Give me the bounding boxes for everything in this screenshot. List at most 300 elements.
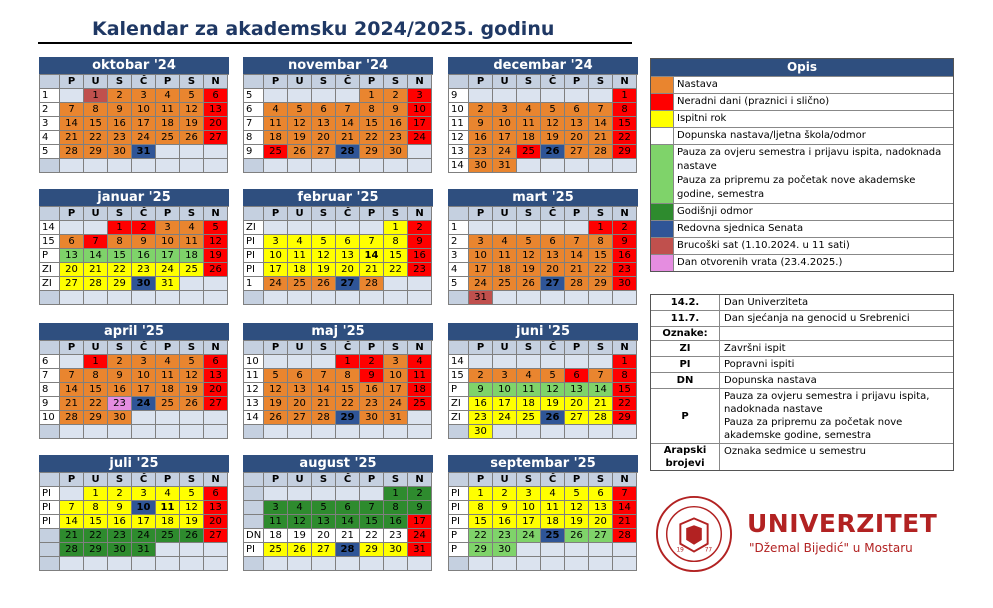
day-cell: 26 <box>204 263 228 277</box>
week-label: 12 <box>449 131 469 145</box>
day-cell: 30 <box>613 277 637 291</box>
day-cell: 23 <box>384 131 408 145</box>
day-cell <box>156 291 180 305</box>
day-cell <box>336 221 360 235</box>
week-label: P <box>449 543 469 557</box>
day-cell: 23 <box>108 397 132 411</box>
svg-text:77: 77 <box>704 547 713 554</box>
week-label: 7 <box>244 117 264 131</box>
day-cell: 11 <box>517 383 541 397</box>
day-cell: 5 <box>312 501 336 515</box>
day-cell: 27 <box>60 277 84 291</box>
day-cell <box>288 487 312 501</box>
month-4 <box>243 189 433 305</box>
month-1 <box>243 57 433 173</box>
day-cell: 8 <box>84 501 108 515</box>
month-title: oktobar '24 <box>39 57 229 74</box>
day-header: S <box>517 473 541 487</box>
day-cell: 14 <box>589 383 613 397</box>
day-cell: 9 <box>384 103 408 117</box>
day-cell <box>180 159 204 173</box>
day-header: S <box>180 473 204 487</box>
week-label: 5 <box>449 277 469 291</box>
day-cell: 2 <box>384 89 408 103</box>
month-grid <box>243 472 433 571</box>
day-cell: 7 <box>84 235 108 249</box>
day-cell <box>288 355 312 369</box>
day-cell: 26 <box>312 277 336 291</box>
day-cell: 10 <box>493 117 517 131</box>
day-cell: 1 <box>589 221 613 235</box>
day-cell: 30 <box>108 543 132 557</box>
day-cell: 6 <box>541 235 565 249</box>
legend-swatch <box>651 111 674 127</box>
day-cell: 28 <box>360 277 384 291</box>
month-grid <box>448 206 638 305</box>
day-cell: 6 <box>336 501 360 515</box>
day-cell: 8 <box>336 369 360 383</box>
day-cell: 23 <box>108 529 132 543</box>
day-cell: 23 <box>108 131 132 145</box>
day-cell: 30 <box>108 411 132 425</box>
day-header: S <box>517 207 541 221</box>
day-cell: 15 <box>336 383 360 397</box>
day-cell: 24 <box>132 131 156 145</box>
day-header: S <box>108 207 132 221</box>
day-cell: 2 <box>469 103 493 117</box>
day-cell: 1 <box>108 221 132 235</box>
legend2-key: PI <box>651 357 720 372</box>
day-cell: 13 <box>312 117 336 131</box>
day-cell: 8 <box>360 103 384 117</box>
day-cell: 25 <box>541 529 565 543</box>
day-cell: 17 <box>517 515 541 529</box>
day-header: U <box>288 207 312 221</box>
month-title: novembar '24 <box>243 57 433 74</box>
day-cell <box>108 291 132 305</box>
day-cell: 16 <box>360 383 384 397</box>
day-cell: 3 <box>517 487 541 501</box>
week-label: 9 <box>40 397 60 411</box>
day-cell: 10 <box>517 501 541 515</box>
legend-item <box>651 76 953 93</box>
day-cell: 20 <box>589 515 613 529</box>
day-cell: 25 <box>156 529 180 543</box>
day-cell: 21 <box>336 529 360 543</box>
day-header: P <box>60 341 84 355</box>
day-header: N <box>613 207 637 221</box>
day-cell: 1 <box>84 89 108 103</box>
day-cell: 11 <box>493 249 517 263</box>
day-cell: 31 <box>132 145 156 159</box>
day-cell: 7 <box>589 369 613 383</box>
day-header: U <box>84 207 108 221</box>
week-label: 10 <box>244 355 264 369</box>
day-cell: 13 <box>336 249 360 263</box>
legend2-text: Pauza za ovjeru semestra i prijavu ispita, nadoknada nastave Pauza za pripremu za početak nove akademske godine, semestra <box>724 391 930 441</box>
month-9 <box>39 455 229 571</box>
week-label: 14 <box>244 411 264 425</box>
day-cell: 27 <box>565 411 589 425</box>
day-cell <box>589 355 613 369</box>
day-cell: 11 <box>264 117 288 131</box>
day-cell: 1 <box>84 487 108 501</box>
week-label: 11 <box>244 369 264 383</box>
day-cell: 15 <box>84 515 108 529</box>
day-cell: 19 <box>204 249 228 263</box>
day-cell: 13 <box>288 383 312 397</box>
week-label: 7 <box>40 369 60 383</box>
day-cell <box>264 355 288 369</box>
week-label <box>449 291 469 305</box>
legend-text: Brucoški sat (1.10.2024. u 11 sati) <box>677 240 850 251</box>
day-cell: 8 <box>384 235 408 249</box>
day-cell: 13 <box>565 117 589 131</box>
week-label: PI <box>40 501 60 515</box>
day-cell: 27 <box>565 145 589 159</box>
day-cell <box>384 159 408 173</box>
day-cell: 3 <box>156 221 180 235</box>
day-cell: 21 <box>336 131 360 145</box>
day-cell <box>312 355 336 369</box>
day-cell: 15 <box>84 383 108 397</box>
day-cell: 8 <box>589 235 613 249</box>
week-label: PI <box>449 487 469 501</box>
day-cell: 12 <box>204 235 228 249</box>
day-cell: 29 <box>84 411 108 425</box>
day-header: N <box>408 75 432 89</box>
day-cell: 5 <box>312 235 336 249</box>
day-cell: 2 <box>408 221 432 235</box>
day-cell: 3 <box>132 487 156 501</box>
month-title: august '25 <box>243 455 433 472</box>
day-cell: 4 <box>517 103 541 117</box>
day-cell: 7 <box>60 369 84 383</box>
day-cell <box>264 291 288 305</box>
day-cell: 16 <box>384 515 408 529</box>
day-cell <box>180 145 204 159</box>
day-cell: 20 <box>565 131 589 145</box>
day-cell: 4 <box>541 487 565 501</box>
day-cell: 29 <box>589 277 613 291</box>
day-cell: 25 <box>156 397 180 411</box>
day-header: N <box>613 75 637 89</box>
day-header: Č <box>336 207 360 221</box>
day-cell: 18 <box>156 383 180 397</box>
day-header: P <box>60 75 84 89</box>
day-cell: 12 <box>541 117 565 131</box>
day-cell <box>108 159 132 173</box>
day-cell: 25 <box>408 397 432 411</box>
day-cell: 22 <box>613 397 637 411</box>
day-cell <box>589 543 613 557</box>
day-cell <box>264 557 288 571</box>
day-cell: 10 <box>469 249 493 263</box>
legend-text: Dan otvorenih vrata (23.4.2025.) <box>677 257 843 268</box>
day-cell <box>493 355 517 369</box>
day-cell <box>408 291 432 305</box>
day-header: U <box>493 473 517 487</box>
day-header: S <box>108 75 132 89</box>
day-cell: 4 <box>156 487 180 501</box>
day-cell <box>264 159 288 173</box>
legend-swatch <box>651 77 674 93</box>
day-cell: 18 <box>517 131 541 145</box>
day-cell: 11 <box>288 249 312 263</box>
university-name: UNIVERZITET <box>747 509 938 538</box>
day-cell: 21 <box>613 515 637 529</box>
day-cell: 13 <box>312 515 336 529</box>
week-label: P <box>449 529 469 543</box>
day-cell: 22 <box>84 397 108 411</box>
month-title: april '25 <box>39 323 229 340</box>
day-header: S <box>517 341 541 355</box>
week-label: ZI <box>40 277 60 291</box>
month-grid <box>448 340 638 439</box>
day-cell <box>565 89 589 103</box>
day-cell: 16 <box>469 397 493 411</box>
day-cell: 20 <box>288 397 312 411</box>
day-cell: 21 <box>60 529 84 543</box>
legend2-text <box>720 327 728 340</box>
week-header <box>449 207 469 221</box>
week-label: PI <box>244 263 264 277</box>
day-cell: 28 <box>60 411 84 425</box>
week-label <box>244 487 264 501</box>
day-cell: 18 <box>493 263 517 277</box>
day-cell: 19 <box>264 397 288 411</box>
day-cell <box>60 557 84 571</box>
day-cell <box>360 425 384 439</box>
day-header: U <box>84 473 108 487</box>
day-cell: 3 <box>493 369 517 383</box>
day-cell <box>469 355 493 369</box>
week-label: DN <box>244 529 264 543</box>
day-cell <box>312 557 336 571</box>
day-cell <box>469 557 493 571</box>
day-header: U <box>288 473 312 487</box>
day-header: P <box>156 473 180 487</box>
week-header <box>40 75 60 89</box>
day-cell <box>408 159 432 173</box>
day-cell: 16 <box>469 131 493 145</box>
day-cell: 25 <box>180 263 204 277</box>
day-cell: 13 <box>541 249 565 263</box>
day-cell: 4 <box>408 355 432 369</box>
day-cell: 30 <box>469 159 493 173</box>
month-8 <box>448 323 638 439</box>
day-cell: 14 <box>60 117 84 131</box>
day-cell: 29 <box>84 543 108 557</box>
day-cell <box>336 89 360 103</box>
day-cell: 11 <box>156 369 180 383</box>
month-grid <box>243 74 433 173</box>
day-header: Č <box>132 75 156 89</box>
day-cell <box>541 543 565 557</box>
day-cell: 24 <box>493 145 517 159</box>
month-10 <box>243 455 433 571</box>
day-cell: 30 <box>384 543 408 557</box>
legend-text: Nastava <box>677 79 718 90</box>
day-cell <box>565 159 589 173</box>
day-cell <box>613 291 637 305</box>
legend-text: Neradni dani (praznici i slično) <box>677 96 830 107</box>
day-cell: 22 <box>84 529 108 543</box>
day-cell: 6 <box>204 89 228 103</box>
day-header: Č <box>541 473 565 487</box>
day-cell <box>204 425 228 439</box>
day-cell: 14 <box>360 249 384 263</box>
week-label: PI <box>40 515 60 529</box>
day-cell: 20 <box>204 515 228 529</box>
day-cell: 29 <box>84 145 108 159</box>
day-cell <box>264 425 288 439</box>
day-cell: 6 <box>204 355 228 369</box>
week-header <box>449 473 469 487</box>
day-header: P <box>469 75 493 89</box>
day-cell <box>156 557 180 571</box>
day-cell: 24 <box>408 131 432 145</box>
week-label <box>244 557 264 571</box>
legend-item <box>651 144 953 203</box>
legend2-row <box>651 340 953 356</box>
day-cell: 20 <box>312 131 336 145</box>
day-cell: 14 <box>613 501 637 515</box>
title-underline <box>38 42 632 44</box>
day-cell: 27 <box>204 529 228 543</box>
day-cell: 22 <box>469 529 493 543</box>
day-cell: 19 <box>288 131 312 145</box>
day-header: Č <box>132 207 156 221</box>
legend2-key: Arapski brojevi <box>651 444 720 470</box>
legend-item <box>651 93 953 110</box>
day-cell: 19 <box>517 263 541 277</box>
day-cell <box>132 159 156 173</box>
day-cell: 23 <box>408 263 432 277</box>
week-label: ZI <box>449 397 469 411</box>
day-cell: 17 <box>384 383 408 397</box>
day-header: S <box>589 75 613 89</box>
day-cell <box>408 145 432 159</box>
day-cell: 9 <box>360 369 384 383</box>
day-cell <box>60 425 84 439</box>
day-cell: 7 <box>312 369 336 383</box>
day-cell: 19 <box>541 131 565 145</box>
day-cell: 30 <box>360 411 384 425</box>
day-cell <box>493 291 517 305</box>
day-cell: 12 <box>180 501 204 515</box>
day-cell: 19 <box>541 397 565 411</box>
day-header: S <box>589 341 613 355</box>
day-cell: 15 <box>360 117 384 131</box>
week-label: 14 <box>449 159 469 173</box>
day-header: P <box>360 341 384 355</box>
day-cell: 26 <box>288 543 312 557</box>
day-cell: 16 <box>108 383 132 397</box>
legend2-row <box>651 372 953 388</box>
day-cell: 10 <box>384 369 408 383</box>
day-cell <box>565 425 589 439</box>
month-title: februar '25 <box>243 189 433 206</box>
day-header: S <box>384 473 408 487</box>
day-cell: 2 <box>108 355 132 369</box>
day-header: Č <box>541 341 565 355</box>
month-title: decembar '24 <box>448 57 638 74</box>
day-cell <box>589 425 613 439</box>
day-cell <box>180 557 204 571</box>
day-cell: 17 <box>132 515 156 529</box>
day-cell <box>408 277 432 291</box>
day-cell: 15 <box>613 117 637 131</box>
day-cell: 19 <box>565 515 589 529</box>
day-cell: 4 <box>180 221 204 235</box>
day-cell: 12 <box>288 515 312 529</box>
day-cell: 27 <box>336 277 360 291</box>
day-cell: 24 <box>493 411 517 425</box>
week-label: PI <box>40 487 60 501</box>
day-cell: 20 <box>541 263 565 277</box>
day-cell: 18 <box>408 383 432 397</box>
day-cell: 18 <box>156 117 180 131</box>
week-label <box>244 501 264 515</box>
day-header: P <box>264 207 288 221</box>
month-grid <box>448 74 638 173</box>
day-cell <box>312 291 336 305</box>
day-cell: 17 <box>132 117 156 131</box>
day-cell: 14 <box>312 383 336 397</box>
day-cell: 5 <box>180 355 204 369</box>
day-cell: 17 <box>132 383 156 397</box>
day-cell: 18 <box>517 397 541 411</box>
day-header: P <box>360 473 384 487</box>
legend2-text: Završni ispit <box>724 343 786 354</box>
day-header: Č <box>132 341 156 355</box>
day-header: S <box>312 207 336 221</box>
day-cell: 15 <box>613 383 637 397</box>
day-cell <box>517 543 541 557</box>
day-cell: 5 <box>517 235 541 249</box>
day-header: U <box>493 341 517 355</box>
month-3 <box>39 189 229 305</box>
day-header: P <box>264 75 288 89</box>
day-cell: 31 <box>156 277 180 291</box>
day-cell: 26 <box>565 529 589 543</box>
week-label <box>244 159 264 173</box>
day-header: S <box>108 341 132 355</box>
day-cell: 26 <box>517 277 541 291</box>
week-label: PI <box>244 235 264 249</box>
day-cell: 23 <box>469 145 493 159</box>
day-cell <box>384 291 408 305</box>
university-subtitle: "Džemal Bijedić" u Mostaru <box>749 541 913 555</box>
day-cell <box>108 557 132 571</box>
month-title: juni '25 <box>448 323 638 340</box>
day-cell <box>613 425 637 439</box>
day-cell <box>60 291 84 305</box>
day-cell: 20 <box>565 397 589 411</box>
day-header: S <box>589 473 613 487</box>
day-header: S <box>312 341 336 355</box>
legend2-row <box>651 295 953 310</box>
legend2-key: 14.2. <box>651 295 720 310</box>
day-cell: 2 <box>132 221 156 235</box>
day-cell <box>156 425 180 439</box>
day-cell <box>408 411 432 425</box>
day-cell <box>384 557 408 571</box>
day-cell: 21 <box>60 131 84 145</box>
day-cell: 7 <box>60 501 84 515</box>
day-cell: 20 <box>60 263 84 277</box>
